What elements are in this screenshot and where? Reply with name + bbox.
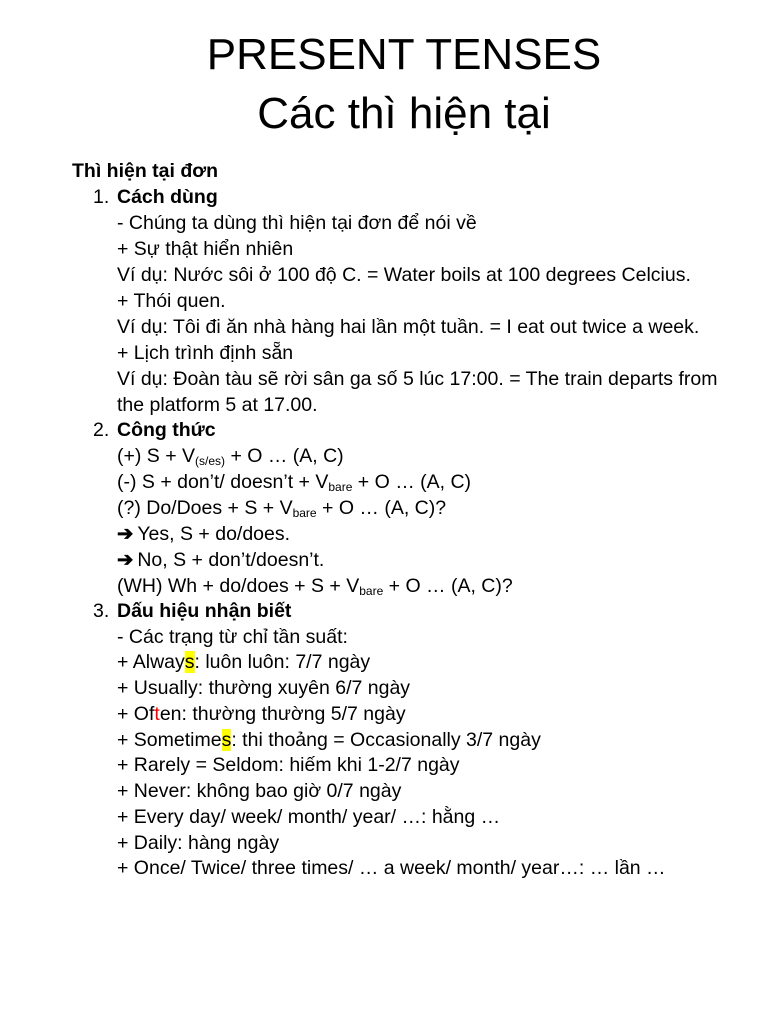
formula-negative: (-) S + don’t/ doesn’t + $V_{bare} + O$ … (A, C) (117, 471, 472, 494)
item-1-line: + Sự thật hiển nhiên (117, 238, 294, 260)
adverb-always: + Always: luôn luôn: 7/7 ngày (117, 651, 371, 673)
item-1-heading: Cách dùng (117, 186, 218, 208)
section-heading: Thì hiện tại đơn (72, 160, 219, 182)
page-subtitle: Các thì hiện tại (257, 89, 551, 138)
adverb-daily: + Daily: hàng ngày (117, 832, 280, 854)
list-number-1: 1. (93, 186, 110, 208)
arrow-right-icon: ➔ (117, 549, 134, 571)
item-3-heading: Dấu hiệu nhận biết (117, 600, 292, 622)
list-number-2: 2. (93, 419, 110, 441)
adverb-usually: + Usually: thường xuyên 6/7 ngày (117, 677, 411, 699)
adverb-never: + Never: không bao giờ 0/7 ngày (117, 780, 402, 802)
page-title: PRESENT TENSES (206, 30, 602, 79)
formula-wh: (WH) Wh + do/does + $S + V_{bare} + O$ … (A, C)? (117, 575, 513, 598)
adverb-sometimes: + Sometimes: thi thoảng = Occasionally 3/7 ngày (117, 729, 541, 751)
formula-question: (?) Do/Does + $S + V_{bare} + O$ … (A, C)? (117, 497, 447, 520)
item-3-intro: - Các trạng từ chỉ tần suất: (117, 626, 348, 648)
item-2-heading: Công thức (117, 419, 216, 441)
item-1-line: + Thói quen. (117, 290, 226, 312)
formula-positive: (+) $S + V_{(s/es)} + O$ … (A, C) (117, 445, 344, 468)
adverb-every: + Every day/ week/ month/ year/ …: hằng … (117, 806, 501, 828)
item-1-line: Ví dụ: Nước sôi ở 100 độ C. = Water boils at 100 degrees Celcius. (117, 264, 691, 286)
list-number-3: 3. (93, 600, 110, 622)
item-1-line: Ví dụ: Đoàn tàu sẽ rời sân ga số 5 lúc 17:00. = The train departs from (117, 368, 718, 390)
item-1-line: Ví dụ: Tôi đi ăn nhà hàng hai lần một tuần. = I eat out twice a week. (117, 316, 700, 338)
adverb-once-twice: + Once/ Twice/ three times/ … a week/ month/ year…: … lần … (117, 857, 666, 879)
item-1-line: + Lịch trình định sẵn (117, 342, 294, 364)
formula-yes: ➔ Yes, S + do/does. (117, 523, 291, 545)
item-1-line: the platform 5 at 17.00. (117, 394, 318, 416)
formula-no: ➔ No, S + don’t/doesn’t. (117, 549, 325, 571)
adverb-often: + Often: thường thường 5/7 ngày (117, 703, 406, 725)
adverb-rarely: + Rarely = Seldom: hiếm khi 1-2/7 ngày (117, 754, 460, 776)
item-1-line: - Chúng ta dùng thì hiện tại đơn để nói về (117, 212, 477, 234)
arrow-right-icon: ➔ (117, 523, 134, 545)
